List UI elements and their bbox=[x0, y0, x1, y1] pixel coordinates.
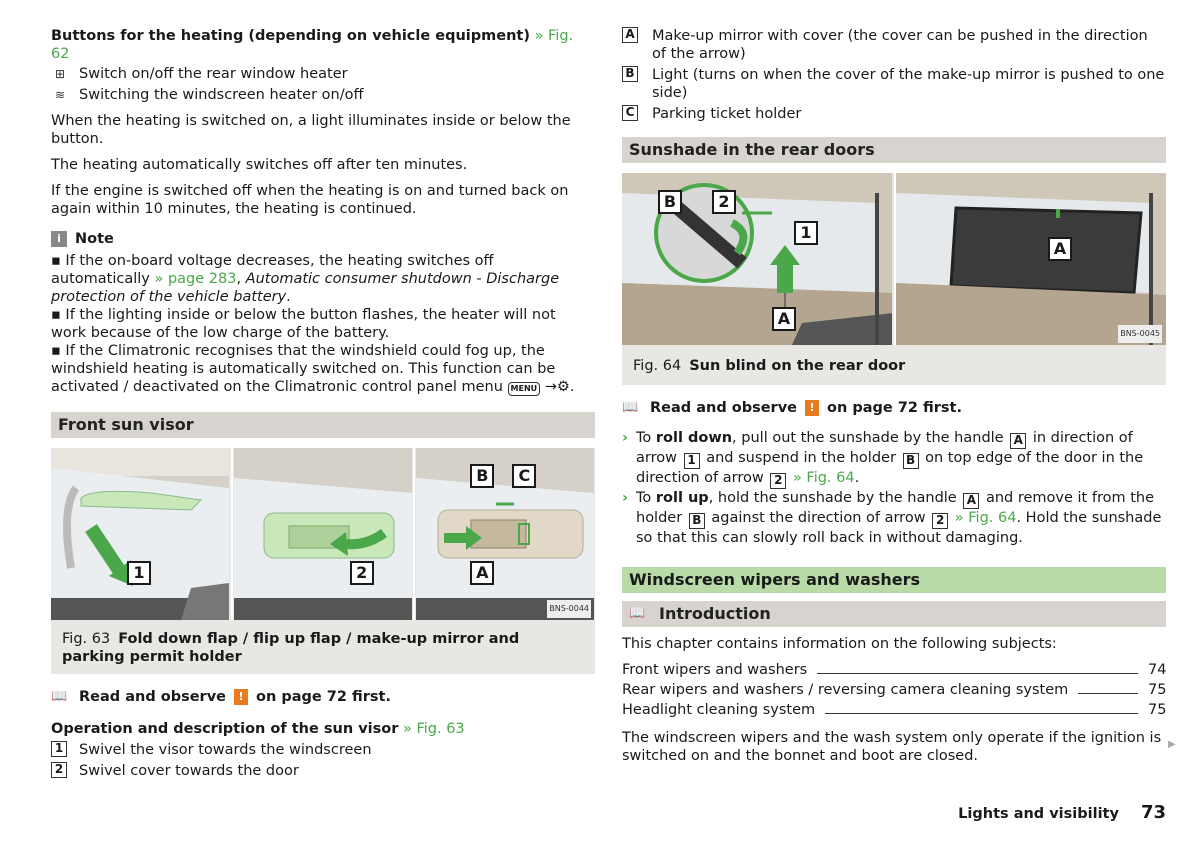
fig63-label-2: 2 bbox=[350, 561, 374, 585]
visor-illustration-2 bbox=[234, 448, 412, 620]
topic-list bbox=[622, 661, 1166, 719]
book-icon: 📖 bbox=[51, 689, 68, 704]
fig63-link[interactable]: » Fig. 63 bbox=[402, 721, 465, 737]
legend-item bbox=[622, 105, 1166, 123]
read-observe-line bbox=[51, 688, 595, 706]
leader-line bbox=[1078, 693, 1138, 694]
page-footer bbox=[958, 804, 1166, 823]
heating-item-text: Switching the windscreen heater on/off bbox=[79, 87, 364, 103]
section-introduction-title: Introduction bbox=[659, 604, 771, 623]
heating-item bbox=[51, 86, 595, 104]
topic-label: Headlight cleaning system bbox=[622, 702, 816, 718]
fig64-label-a: A bbox=[772, 307, 796, 331]
figure-caption-text: Fold down flap / flip up flap / make-up mirror and parking permit holder bbox=[62, 631, 520, 665]
leader-line bbox=[817, 673, 1138, 674]
note-item: ▪ If the on-board voltage decreases, the heating switches off automatically » page 283, Automatic consumer shutdown - Discharge protection of the vehicle battery. bbox=[51, 253, 560, 305]
heating-item bbox=[51, 65, 595, 83]
key-badge: A bbox=[1010, 433, 1026, 449]
paragraph: This chapter contains information on the following subjects: bbox=[622, 636, 1057, 652]
note-item: ▪ If the lighting inside or below the button flashes, the heater will not work because of the low charge of the battery. bbox=[51, 307, 556, 341]
page-number: 73 bbox=[1140, 802, 1166, 823]
image-code: BNS-0045 bbox=[1118, 325, 1162, 343]
right-column bbox=[622, 27, 1166, 773]
book-icon: 📖 bbox=[629, 606, 646, 621]
visor-illustration-1 bbox=[51, 448, 229, 620]
read-observe-line bbox=[622, 399, 1166, 417]
page283-link[interactable]: » page 283 bbox=[154, 271, 237, 287]
legend-text: Parking ticket holder bbox=[652, 106, 802, 122]
section-sunshade: Sunshade in the rear doors bbox=[622, 137, 1166, 163]
figure-number: Fig. 63 bbox=[62, 631, 111, 647]
fig64-label-b: B bbox=[658, 190, 682, 214]
image-code: BNS-0044 bbox=[547, 600, 591, 618]
info-icon: i bbox=[51, 231, 67, 247]
topic-label: Rear wipers and washers / reversing camera cleaning system bbox=[622, 682, 1069, 698]
footer-section-title: Lights and visibility bbox=[958, 806, 1119, 822]
visor-panel-1 bbox=[51, 448, 230, 620]
heating-item-text: Switch on/off the rear window heater bbox=[79, 66, 348, 82]
settings-icon: →⚙. bbox=[544, 379, 575, 395]
chevron-right-icon: › bbox=[622, 490, 628, 506]
panel-divider bbox=[413, 448, 415, 620]
figure-63 bbox=[51, 448, 595, 674]
leader-line bbox=[825, 713, 1138, 714]
warning-icon: ! bbox=[234, 689, 248, 705]
warning-icon: ! bbox=[805, 400, 819, 416]
figure-number: Fig. 64 bbox=[633, 358, 682, 374]
legend-key: B bbox=[622, 66, 638, 82]
visor-panel-2 bbox=[234, 448, 413, 620]
continue-arrow-icon: ▶ bbox=[1168, 739, 1176, 750]
key-badge: B bbox=[689, 513, 705, 529]
operation-item-text: Swivel the visor towards the windscreen bbox=[79, 742, 372, 758]
figure-64 bbox=[622, 173, 1166, 385]
note-text: ▪ If the Climatronic recognises that the windshield could fog up, the windshield heating is automatically switched on. This function can be activated / deactivated on the Climatronic control panel menu bbox=[51, 343, 556, 395]
fig64-link[interactable]: » Fig. 64 bbox=[954, 510, 1017, 526]
instruction-step bbox=[622, 429, 1166, 489]
read-observe-text: Read and observe bbox=[650, 400, 797, 416]
sunshade-panel-2 bbox=[896, 173, 1166, 345]
visor-panel-3 bbox=[416, 448, 595, 620]
instruction-step-text: To roll down, pull out the sunshade by the handle A in direction of arrow 1 and suspend in the holder B on top edge of the door in the direction of arrow 2 » Fig. 64. bbox=[636, 430, 1144, 487]
topic-list-item[interactable] bbox=[622, 661, 1166, 679]
legend-text: Make-up mirror with cover (the cover can be pushed in the direction of the arrow) bbox=[652, 28, 1148, 62]
heating-heading bbox=[51, 27, 595, 63]
figure-64-caption bbox=[622, 345, 1166, 385]
sunshade-illustration-2 bbox=[896, 173, 1166, 345]
topic-page: 74 bbox=[1148, 662, 1167, 678]
figure-64-image bbox=[622, 173, 1166, 345]
key-badge: 1 bbox=[684, 453, 700, 469]
legend-key: C bbox=[622, 105, 638, 121]
topic-page: 75 bbox=[1148, 702, 1167, 718]
fig63-label-c: C bbox=[512, 464, 536, 488]
note-title: Note bbox=[75, 231, 114, 247]
book-icon: 📖 bbox=[622, 400, 639, 415]
paragraph: When the heating is switched on, a light illuminates inside or below the button. bbox=[51, 113, 571, 147]
operation-heading-text: Operation and description of the sun visor bbox=[51, 721, 399, 737]
visor-illustration-3 bbox=[416, 448, 594, 620]
figure-63-caption bbox=[51, 620, 595, 674]
panel-divider bbox=[894, 173, 896, 345]
figure-63-image bbox=[51, 448, 595, 620]
note-italic: Automatic consumer shutdown - Discharge protection of the vehicle battery bbox=[51, 271, 560, 305]
key-badge: 2 bbox=[932, 513, 948, 529]
paragraph: The heating automatically switches off after ten minutes. bbox=[51, 157, 468, 173]
note-text: ▪ If the on-board voltage decreases, the heating switches off automatically bbox=[51, 253, 494, 287]
heating-heading-text: Buttons for the heating (depending on vehicle equipment) bbox=[51, 28, 530, 44]
left-column bbox=[51, 27, 595, 783]
step-number-badge: 2 bbox=[51, 762, 67, 778]
read-observe-text: on page 72 first. bbox=[256, 689, 391, 705]
legend-item bbox=[622, 66, 1166, 102]
section-introduction bbox=[622, 601, 1166, 627]
operation-item bbox=[51, 741, 595, 759]
fig62-link[interactable]: » Fig. 62 bbox=[51, 28, 574, 62]
section-windscreen-wipers: Windscreen wipers and washers bbox=[622, 567, 1166, 593]
instruction-step bbox=[622, 489, 1166, 547]
menu-button-icon: MENU bbox=[508, 382, 541, 396]
operation-heading bbox=[51, 720, 595, 738]
key-badge: A bbox=[963, 493, 979, 509]
fig63-label-a: A bbox=[470, 561, 494, 585]
legend-item bbox=[622, 27, 1166, 63]
key-badge: 2 bbox=[770, 473, 786, 489]
fig64-label-1: 1 bbox=[794, 221, 818, 245]
topic-list-item[interactable] bbox=[622, 701, 1166, 719]
operation-item-text: Swivel cover towards the door bbox=[79, 763, 299, 779]
instruction-step-text: To roll up, hold the sunshade by the handle A and remove it from the holder B against the direction of arrow 2 » Fig. 64. Hold the sunshade so that this can slowly roll back in without damaging. bbox=[636, 490, 1162, 546]
fig64-label-2: 2 bbox=[712, 190, 736, 214]
panel-divider bbox=[231, 448, 233, 620]
operation-item bbox=[51, 762, 595, 780]
figure-caption-text: Sun blind on the rear door bbox=[689, 358, 906, 374]
sunshade-panel-1 bbox=[622, 173, 892, 345]
windscreen-heater-icon: ≋ bbox=[54, 88, 66, 102]
topic-label: Front wipers and washers bbox=[622, 662, 808, 678]
read-observe-text: Read and observe bbox=[79, 689, 226, 705]
note-header bbox=[51, 230, 595, 248]
section-front-sun-visor: Front sun visor bbox=[51, 412, 595, 438]
read-observe-text: on page 72 first. bbox=[827, 400, 962, 416]
chevron-right-icon: › bbox=[622, 430, 628, 446]
fig63-label-1: 1 bbox=[127, 561, 151, 585]
legend-key: A bbox=[622, 27, 638, 43]
fig64-label-a: A bbox=[1048, 237, 1072, 261]
topic-page: 75 bbox=[1148, 682, 1167, 698]
paragraph: The windscreen wipers and the wash system only operate if the ignition is switched on and the bonnet and boot are closed. bbox=[622, 730, 1162, 764]
note-item bbox=[51, 342, 595, 396]
rear-window-heater-icon: ⊞ bbox=[54, 67, 66, 81]
legend-text: Light (turns on when the cover of the make-up mirror is pushed to one side) bbox=[652, 67, 1165, 101]
note-box bbox=[51, 230, 595, 396]
topic-list-item[interactable] bbox=[622, 681, 1166, 699]
fig64-link[interactable]: » Fig. 64 bbox=[792, 470, 855, 486]
step-number-badge: 1 bbox=[51, 741, 67, 757]
paragraph: If the engine is switched off when the heating is on and turned back on again within 10 minutes, the heating is continued. bbox=[51, 183, 569, 217]
key-badge: B bbox=[903, 453, 919, 469]
fig63-label-b: B bbox=[470, 464, 494, 488]
